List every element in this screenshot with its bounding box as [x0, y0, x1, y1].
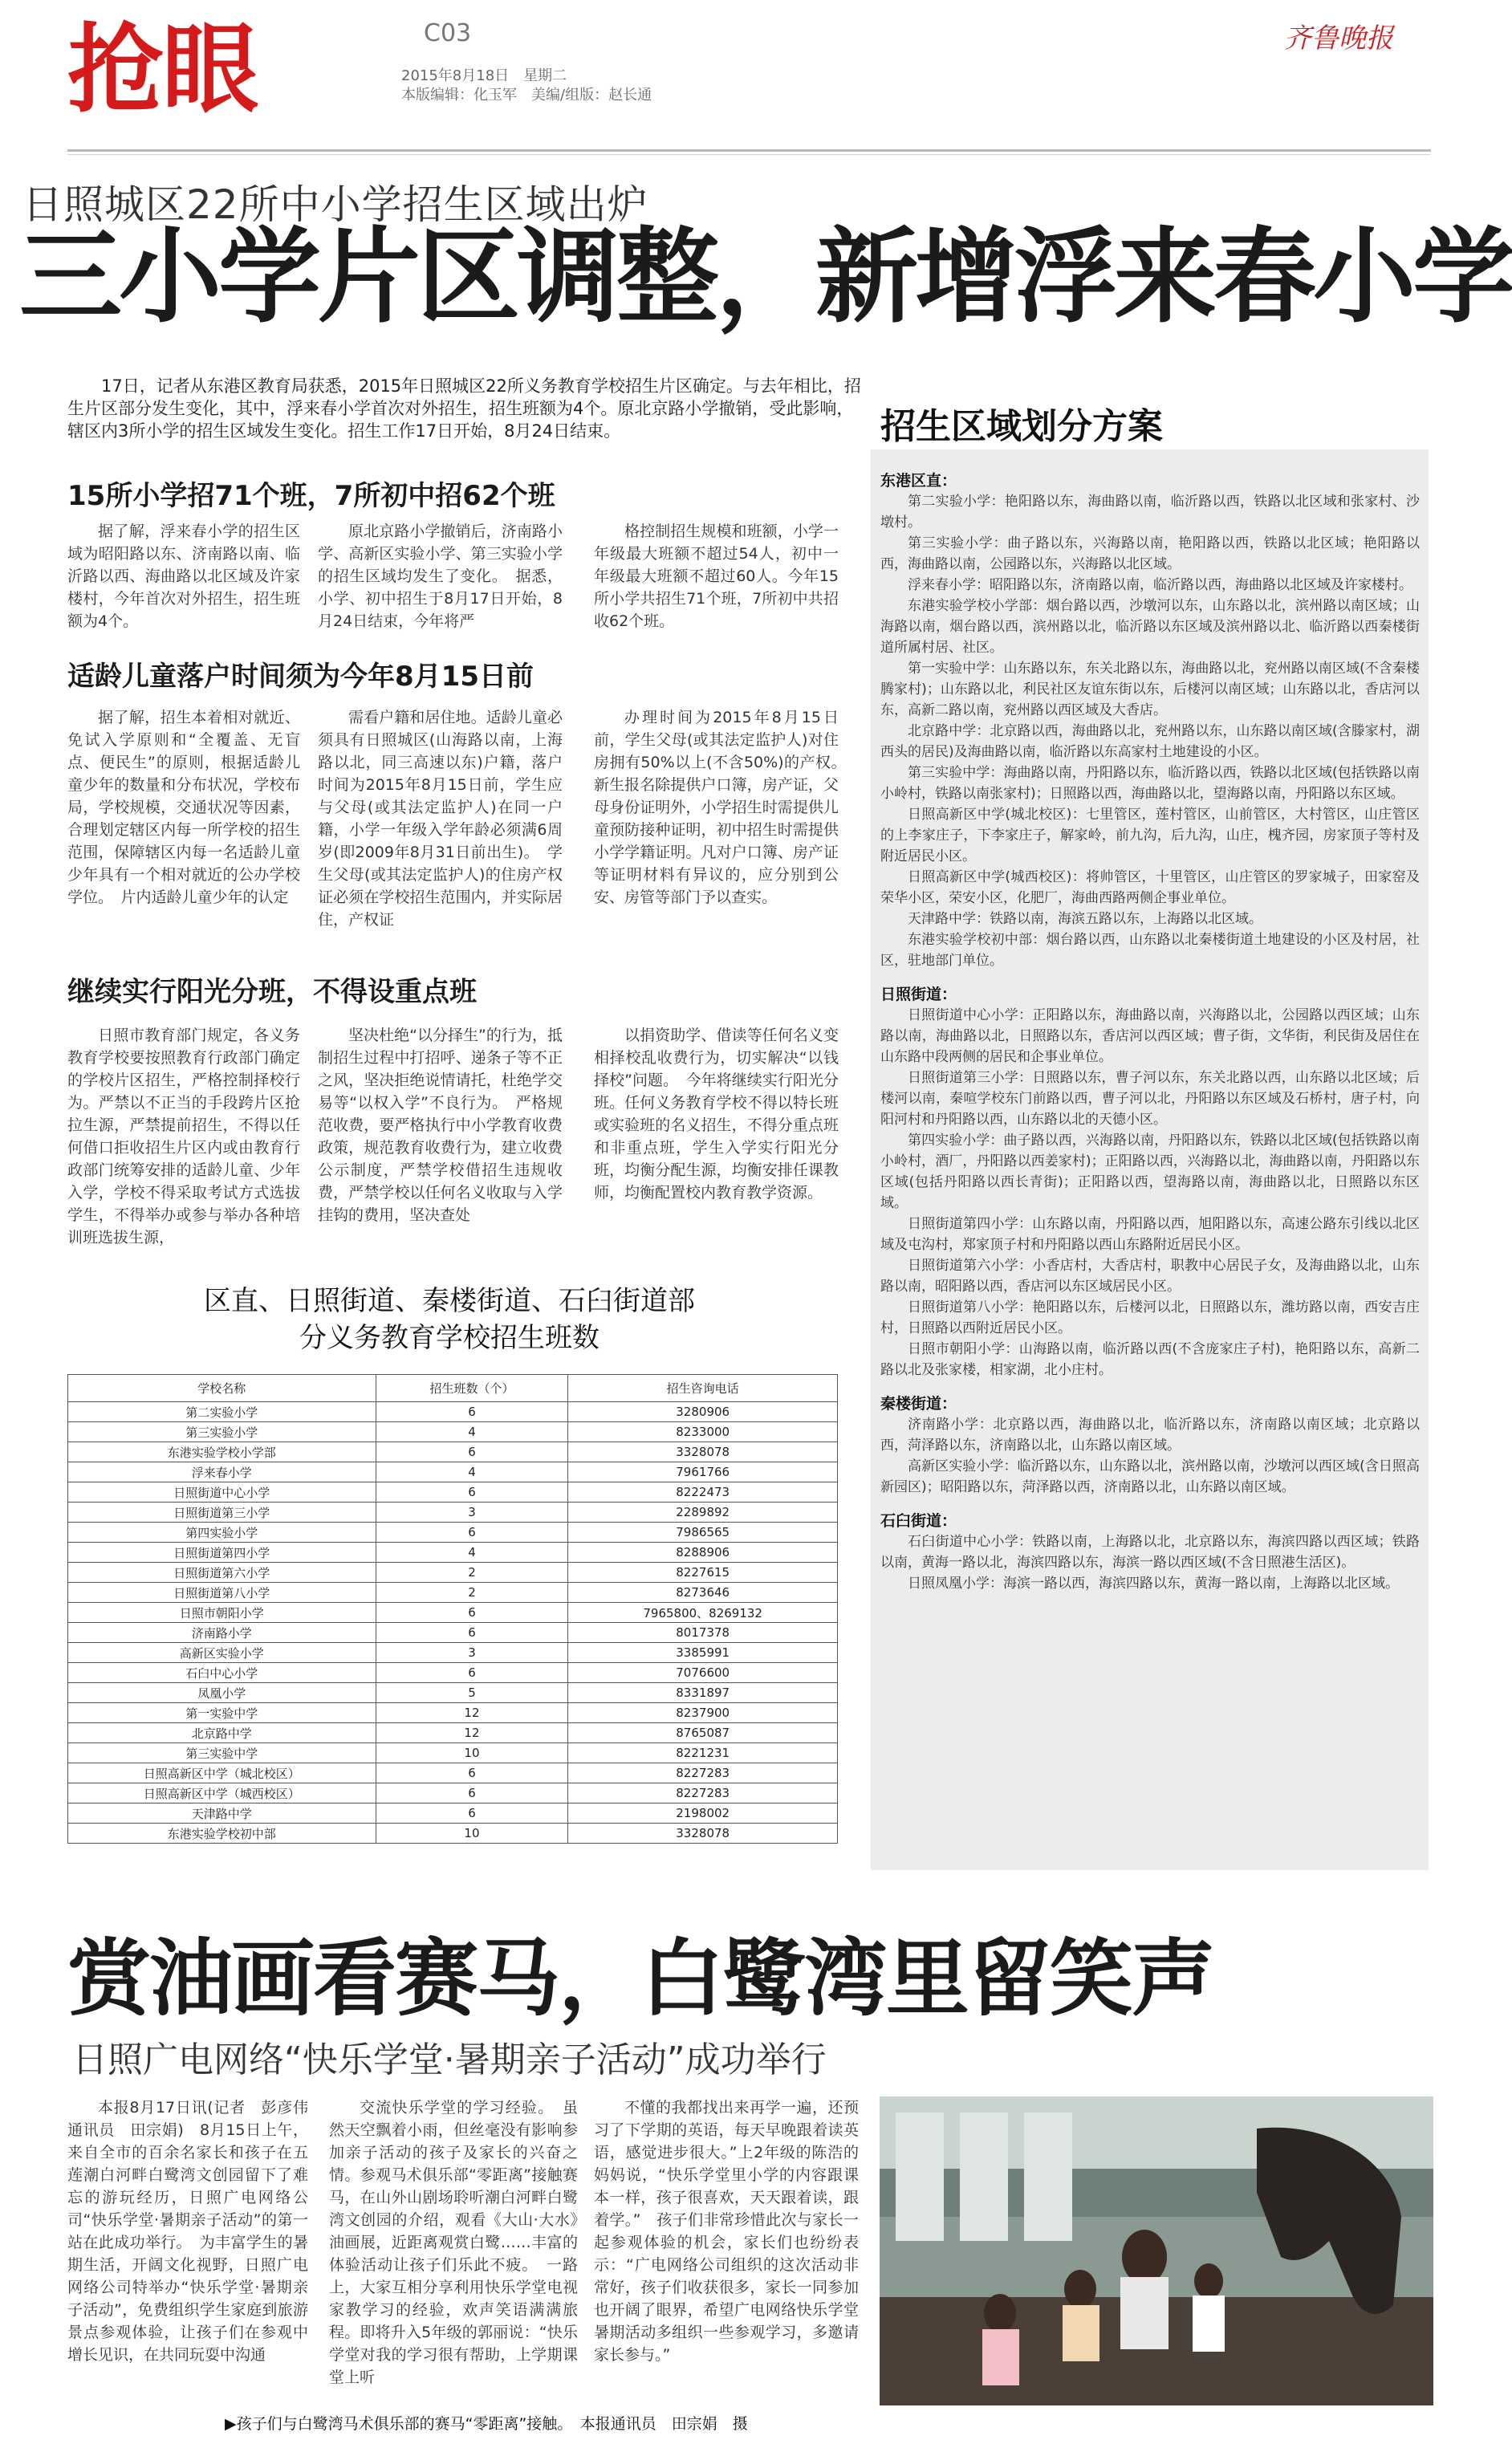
story2-headline: 赏油画看赛马，白鹭湾里留笑声 — [67, 1929, 1214, 2027]
school-name-cell: 东港实验学校初中部 — [68, 1824, 376, 1844]
district-entry: 浮来春小学：昭阳路以东，济南路以南，临沂路以西，海曲路以北区域及许家楼村。 — [908, 577, 1412, 593]
phone-cell: 7965800、8269132 — [568, 1603, 838, 1623]
class-count-cell: 2 — [376, 1583, 568, 1603]
phone-cell: 8765087 — [568, 1723, 838, 1743]
table-header: 招生班数（个） — [376, 1375, 568, 1402]
class-count-cell: 6 — [376, 1603, 568, 1623]
table-row — [68, 1824, 838, 1844]
school-name-cell: 日照街道中心小学 — [68, 1482, 376, 1503]
phone-cell: 7986565 — [568, 1523, 838, 1543]
table-row — [68, 1583, 838, 1603]
section-title: 适龄儿童落户时间须为今年8月15日前 — [67, 661, 534, 693]
class-count-cell: 4 — [376, 1462, 568, 1482]
district-entry: 第四实验小学：曲子路以西，兴海路以南，丹阳路以东，铁路以北区域(包括铁路以南小岭村，酒厂，丹阳路以西姜家村)；正阳路以西，兴海路以北，海曲路以南，丹阳路以东区域(包括丹阳路以西长青街)；正阳路以西，望海路以南，海曲路以北，日照路以东区域。 — [880, 1133, 1420, 1211]
sidebar-body — [880, 457, 1420, 1594]
table-row — [68, 1683, 838, 1703]
article-column: 不懂的我都找出来再学一遍，还预习了下学期的英语，每天早晚跟着读英语，感觉进步很大。”上2年级的陈浩的妈妈说，“快乐学堂里小学的内容跟课本一样，孩子很喜欢，天天跟着读，跟着学。” 孩子们非常珍惜此次与家长一起参观体验的机会，家长们也纷纷表示：“广电网络公司组织的这次活动非常好，孩子们收获很多，家长一同参加也开阔了眼界，希望广电网络快乐学堂暑期活动多组织一些参观学习，多邀请家长参与。” — [594, 2099, 859, 2364]
class-count-cell: 6 — [376, 1442, 568, 1462]
school-name-cell: 日照街道第六小学 — [68, 1563, 376, 1583]
phone-cell: 8227283 — [568, 1763, 838, 1783]
newspaper-brand: 齐鲁晚报 — [1284, 22, 1393, 55]
school-name-cell: 第四实验小学 — [68, 1523, 376, 1543]
article-column: 以捐资助学、借读等任何名义变相择校乱收费行为，切实解决“以钱择校”问题。 今年将继续实行阳光分班。任何义务教育学校不得以特长班或实验班的名义招生，不得分重点班和非重点班，学生入学实行阳光分班，均衡分配生源，均衡安排任课教师，均衡配置校内教育教学资源。 — [594, 1027, 839, 1202]
class-count-cell: 10 — [376, 1824, 568, 1844]
phone-cell: 7961766 — [568, 1462, 838, 1482]
table-row — [68, 1723, 838, 1743]
phone-cell: 8221231 — [568, 1743, 838, 1763]
class-count-cell: 6 — [376, 1783, 568, 1803]
class-count-cell: 6 — [376, 1803, 568, 1824]
class-count-cell: 4 — [376, 1543, 568, 1563]
table-row — [68, 1402, 838, 1422]
table-header-row — [68, 1375, 838, 1402]
article-column: 需看户籍和居住地。适龄儿童必须具有日照城区(山海路以南，上海路以北，同三高速以东)户籍，落户时间为2015年8月15日前，学生应与父母(或其法定监护人)在同一户籍，小学一年级入学年龄必须满6周岁(即2009年8月31日前出生)。 学生父母(或其法定监护人)的住房产权证必须在学校招生范围内，并实际居住，产权证 — [318, 709, 563, 929]
district-entry: 日照街道第六小学：小香店村，大香店村，职教中心居民子女，及海曲路以北，山东路以南，昭阳路以西，香店河以东区域居民小区。 — [880, 1258, 1420, 1295]
masthead-rule-thin — [67, 154, 1431, 155]
article-column: 格控制招生规模和班额，小学一年级最大班额不超过54人，初中一年级最大班额不超过60人。今年15所小学共招生71个班，7所初中共招收62个班。 — [594, 523, 839, 630]
phone-cell: 8017378 — [568, 1623, 838, 1643]
article-column: 本报8月17日讯(记者 彭彦伟 通讯员 田宗娟) 8月15日上午，来自全市的百余名家长和孩子在五莲潮白河畔白鹭湾文创园留下了难忘的游玩经历，日照广电网络公司“快乐学堂·暑期亲子活动”的第一站在此成功举行。 为丰富学生的暑期生活，开阔文化视野，日照广电网络公司特举办“快乐学堂·暑期亲子活动”，免费组织学生家庭到旅游景点参观体验，让孩子们在参观中增长见识，在共同玩耍中沟通 — [67, 2099, 324, 2364]
table-header: 招生咨询电话 — [568, 1375, 838, 1402]
school-name-cell: 日照街道第四小学 — [68, 1543, 376, 1563]
table-row — [68, 1503, 838, 1523]
story1-lead: 17日，记者从东港区教育局获悉，2015年日照城区22所义务教育学校招生片区确定。与去年相比，招生片区部分发生变化，其中，浮来春小学首次对外招生，招生班额为4个。原北京路小学撤销，受此影响，辖区内3所小学的招生区域发生变化。招生工作17日开始，8月24日结束。 — [67, 376, 861, 441]
district-entry: 日照街道第四小学：山东路以南，丹阳路以西，旭阳路以东，高速公路东引线以北区域及屯沟村，郑家顶子村和丹阳路以西山东路附近居民小区。 — [880, 1216, 1420, 1253]
table-row — [68, 1563, 838, 1583]
section-logo: 抢眼 — [67, 13, 257, 126]
class-count-cell: 6 — [376, 1482, 568, 1503]
phone-cell: 8331897 — [568, 1683, 838, 1703]
class-count-cell: 12 — [376, 1723, 568, 1743]
table-row — [68, 1703, 838, 1723]
table-row — [68, 1523, 838, 1543]
phone-cell: 3328078 — [568, 1824, 838, 1844]
district-name: 日照街道： — [880, 986, 957, 1003]
article-column: 办理时间为2015年8月15日前，学生父母(或其法定监护人)对住房拥有50%以上(不含50%)的产权。 新生报名除提供户口簿，房产证，父母身份证明外，小学招生时需提供儿童预防接种证明，初中招生时需提供小学学籍证明。凡对户口簿、房产证等证明材料有异议的，应分别到公安、房管等部门予以查实。 — [594, 709, 855, 906]
class-count-cell: 3 — [376, 1503, 568, 1523]
school-name-cell: 日照高新区中学（城北校区） — [68, 1763, 376, 1783]
school-name-cell: 高新区实验小学 — [68, 1643, 376, 1663]
article-column: 交流快乐学堂的学习经验。 虽然天空飘着小雨，但丝毫没有影响参加亲子活动的孩子及家长的兴奋之情。参观马术俱乐部“零距离”接触赛马，在山外山剧场聆听潮白河畔白鹭湾文创园的介绍，观看《大山·大水》油画展，近距离观赏白鹭……丰富的体验活动让孩子们乐此不疲。 一路上，大家互相分享利用快乐学堂电视家教学习的经验，欢声笑语满满旅程。即将升入5年级的郭丽说：“快乐学堂对我的学习很有帮助，上学期课堂上听 — [329, 2099, 578, 2386]
date-line: 2015年8月18日 星期二 — [401, 67, 567, 84]
enrollment-table — [67, 1374, 838, 1844]
phone-cell: 8237900 — [568, 1703, 838, 1723]
phone-cell: 3385991 — [568, 1643, 838, 1663]
table-header: 学校名称 — [68, 1375, 376, 1402]
story1-kicker: 日照城区22所中小学招生区域出炉 — [22, 181, 648, 228]
table-row — [68, 1482, 838, 1503]
district-entry: 日照高新区中学(城北校区)：七里管区，莲村管区，山前管区，大村管区，山庄管区的上李家庄子，下李家庄子，解家岭，前九沟，后九沟，山庄，槐齐园，房家顶子等村及附近居民小区。 — [880, 807, 1420, 864]
class-count-cell: 3 — [376, 1643, 568, 1663]
school-name-cell: 第二实验小学 — [68, 1402, 376, 1422]
district-entry: 第三实验小学：曲子路以东，兴海路以南，艳阳路以西，铁路以北区域；艳阳路以西，海曲路以南，公园路以东，兴海路以北区域。 — [880, 535, 1420, 572]
table-row — [68, 1603, 838, 1623]
district-entry: 济南路小学：北京路以西，海曲路以北，临沂路以东，济南路以南区域；北京路以西，菏泽路以东，济南路以北，山东路以南区域。 — [880, 1417, 1420, 1454]
phone-cell: 8227283 — [568, 1783, 838, 1803]
class-count-cell: 6 — [376, 1523, 568, 1543]
school-name-cell: 济南路小学 — [68, 1623, 376, 1643]
phone-cell: 3280906 — [568, 1402, 838, 1422]
school-name-cell: 天津路中学 — [68, 1803, 376, 1824]
phone-cell: 3328078 — [568, 1442, 838, 1462]
school-name-cell: 日照街道第八小学 — [68, 1583, 376, 1603]
school-name-cell: 浮来春小学 — [68, 1462, 376, 1482]
table-row — [68, 1462, 838, 1482]
class-count-cell: 12 — [376, 1703, 568, 1723]
district-entry: 东港实验学校初中部：烟台路以西，山东路以北秦楼街道土地建设的小区及村居，社区，驻地部门单位。 — [880, 932, 1420, 969]
school-name-cell: 第三实验中学 — [68, 1743, 376, 1763]
editor-line: 本版编辑：化玉军 美编/组版：赵长通 — [401, 87, 652, 104]
table-row — [68, 1763, 838, 1783]
story2-subhead: 日照广电网络“快乐学堂·暑期亲子活动”成功举行 — [72, 2039, 827, 2080]
district-name: 秦楼街道： — [880, 1395, 957, 1413]
section-title: 15所小学招71个班，7所初中招62个班 — [67, 480, 555, 512]
article-column: 日照市教育部门规定，各义务教育学校要按照教育行政部门确定的学校片区招生，严格控制择校行为。严禁以不正当的手段跨片区抢拉生源，严禁提前招生，不得以任何借口拒收招生片区内或由教育行政部门统筹安排的适龄儿童、少年入学，学校不得采取考试方式选拔学生，不得举办或参与举办各种培训班选拔生源， — [67, 1027, 300, 1246]
class-count-cell: 4 — [376, 1422, 568, 1442]
class-count-cell: 6 — [376, 1663, 568, 1683]
table-title: 区直、日照街道、秦楼街道、石臼街道部分义务教育学校招生班数 — [204, 1285, 695, 1354]
horse-photo — [880, 2096, 1433, 2405]
article-column: 原北京路小学撤销后，济南路小学、高新区实验小学、第三实验小学的招生区域均发生了变化。 据悉，小学、初中招生于8月17日开始，8月24日结束，今年将严 — [318, 523, 563, 630]
district-entry: 第二实验小学：艳阳路以东，海曲路以南，临沂路以西，铁路以北区域和张家村、沙墩村。 — [880, 494, 1420, 531]
district-entry: 石臼街道中心小学：铁路以南，上海路以北，北京路以东，海滨四路以西区域；铁路以南，黄海一路以北，海滨四路以东，海滨一路以西区域(不含日照港生活区)。 — [880, 1534, 1420, 1571]
district-entry: 第一实验中学：山东路以东，东关北路以东，海曲路以北，兖州路以南区域(不含秦楼腾家村)；山东路以北，利民社区友谊东街以东，后楼河以南区域；山东路以北，香店河以东，高新二路以南，兖州路以西区域及大香店。 — [880, 661, 1420, 718]
district-entry: 日照街道第三小学：日照路以东，曹子河以东，东关北路以西，山东路以北区域；后楼河以南，秦喧学校东门前路以西，曹子河以北，丹阳路以东区域及石桥村，唐子村，向阳河村和丹阳路以西，山东路以北的天德小区。 — [880, 1070, 1420, 1128]
school-name-cell: 日照高新区中学（城西校区） — [68, 1783, 376, 1803]
class-count-cell: 2 — [376, 1563, 568, 1583]
table-row — [68, 1663, 838, 1683]
phone-cell: 8227615 — [568, 1563, 838, 1583]
district-entry: 北京路中学：北京路以西，海曲路以北，兖州路以东，山东路以南区域(含滕家村，湖西头的居民)及海曲路以南，临沂路以东高家村土地建设的小区。 — [880, 723, 1420, 760]
phone-cell: 2198002 — [568, 1803, 838, 1824]
masthead-rule — [67, 149, 1431, 152]
table-row — [68, 1743, 838, 1763]
district-entry: 高新区实验小学：临沂路以东，山东路以北，滨州路以南，沙墩河以西区域(含日照高新园区)；昭阳路以东，菏泽路以西，济南路以北，山东路以南区域。 — [880, 1458, 1420, 1495]
phone-cell: 8233000 — [568, 1422, 838, 1442]
district-entry: 天津路中学：铁路以南，海滨五路以东，上海路以北区域。 — [908, 911, 1262, 927]
table-row — [68, 1643, 838, 1663]
district-name: 东港区直： — [880, 472, 957, 490]
table-row — [68, 1803, 838, 1824]
school-name-cell: 第一实验中学 — [68, 1703, 376, 1723]
district-entry: 日照街道第八小学：艳阳路以东，后楼河以北，日照路以东，潍坊路以南，西安吉庄村，日照路以西附近居民小区。 — [880, 1299, 1420, 1336]
article-column: 据了解，招生本着相对就近、免试入学原则和“全覆盖、无盲点、便民生”的原则，根据适龄儿童少年的数量和分布状况，学校布局，学校规模，交通状况等因素，合理划定辖区内每一所学校的招生范围，保障辖区内每一名适龄儿童少年具有一个相对就近的公办学校学位。 片内适龄儿童少年的认定 — [67, 709, 300, 906]
school-name-cell: 石臼中心小学 — [68, 1663, 376, 1683]
class-count-cell: 5 — [376, 1683, 568, 1703]
phone-cell: 8273646 — [568, 1583, 838, 1603]
article-column: 坚决杜绝“以分择生”的行为，抵制招生过程中打招呼、递条子等不正之风，坚决拒绝说情请托，杜绝学交易等“以权入学”不良行为。 严格规范收费，要严格执行中小学教育收费政策，规范教育收费行为，建立收费公示制度，严禁学校借招生违规收费，严禁学校以任何名义收取与入学挂钩的费用，坚决查处 — [318, 1027, 563, 1224]
phone-cell: 2289892 — [568, 1503, 838, 1523]
district-name: 石臼街道： — [880, 1512, 957, 1530]
school-name-cell: 东港实验学校小学部 — [68, 1442, 376, 1462]
table-row — [68, 1783, 838, 1803]
article-column: 据了解，浮来春小学的招生区域为昭阳路以东、济南路以南、临沂路以西、海曲路以北区域及许家楼村，今年首次对外招生，招生班额为4个。 — [67, 523, 300, 630]
table-row — [68, 1442, 838, 1462]
class-count-cell: 6 — [376, 1763, 568, 1783]
class-count-cell: 6 — [376, 1623, 568, 1643]
district-entry: 日照高新区中学(城西校区)：将帅管区，十里管区，山庄管区的罗家城子，田家窑及荣华小区，荣安小区，化肥厂，海曲西路两侧企事业单位。 — [880, 869, 1420, 906]
story1-headline: 三小学片区调整，新增浮来春小学 — [19, 217, 1512, 337]
school-name-cell: 北京路中学 — [68, 1723, 376, 1743]
school-name-cell: 日照街道第三小学 — [68, 1503, 376, 1523]
phone-cell: 8288906 — [568, 1543, 838, 1563]
class-count-cell: 6 — [376, 1402, 568, 1422]
sidebar-title: 招生区域划分方案 — [880, 406, 1163, 447]
school-name-cell: 凤凰小学 — [68, 1683, 376, 1703]
district-entry: 东港实验学校小学部：烟台路以西，沙墩河以东，山东路以北，滨州路以南区域；山海路以南，烟台路以西，滨州路以北，临沂路以东区域及滨州路以北、临沂路以西秦楼街道所属村居、社区。 — [880, 598, 1420, 656]
school-name-cell: 第三实验小学 — [68, 1422, 376, 1442]
school-name-cell: 日照市朝阳小学 — [68, 1603, 376, 1623]
page-code: C03 — [424, 19, 472, 47]
table-row — [68, 1623, 838, 1643]
phone-cell: 8222473 — [568, 1482, 838, 1503]
district-entry: 日照凤凰小学：海滨一路以西，海滨四路以东，黄海一路以南，上海路以北区域。 — [908, 1576, 1399, 1592]
district-entry: 日照市朝阳小学：山海路以南，临沂路以西(不含庞家庄子村)，艳阳路以东，高新二路以北及张家楼，相家湖，北小庄村。 — [880, 1341, 1420, 1378]
class-count-cell: 10 — [376, 1743, 568, 1763]
table-row — [68, 1422, 838, 1442]
table-row — [68, 1543, 838, 1563]
photo-illustration — [880, 2096, 1433, 2405]
section-title: 继续实行阳光分班，不得设重点班 — [67, 976, 477, 1008]
district-entry: 第三实验中学：海曲路以南，丹阳路以东，临沂路以西，铁路以北区域(包括铁路以南小岭村，铁路以南张家村)；日照路以西，海曲路以北，望海路以南，丹阳路以东区域。 — [880, 765, 1420, 802]
photo-caption: ▶孩子们与白鹭湾马术俱乐部的赛马“零距离”接触。 本报通讯员 田宗娟 摄 — [225, 2415, 748, 2433]
phone-cell: 7076600 — [568, 1663, 838, 1683]
district-entry: 日照街道中心小学：正阳路以东，海曲路以南，兴海路以北，公园路以西区域；山东路以南，海曲路以北，日照路以东，香店河以西区域；曹子街，文华街，利民街及居住在山东路中段两侧的居民和企事业单位。 — [880, 1007, 1420, 1065]
